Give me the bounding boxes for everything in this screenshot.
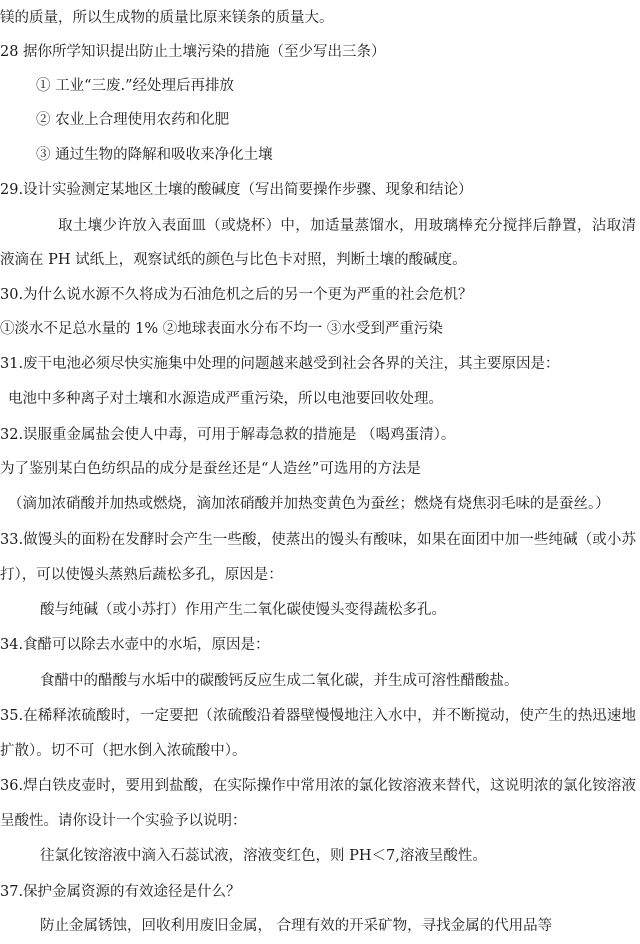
question-36-line-1: 36.焊白铁皮壶时，要用到盐酸，在实际操作中常用浓的氯化铵溶液来替代，这说明浓的氯化铵溶液 — [0, 778, 636, 794]
question-34: 34.食醋可以除去水壶中的水垢，原因是： — [0, 637, 270, 653]
text-line: 镁的质量，所以生成物的质量比原来镁条的质量大。 — [0, 10, 334, 26]
question-32-sub: 为了鉴别某白色纺织品的成分是蚕丝还是“人造丝”可选用的方法是 — [0, 461, 421, 477]
answer-34: 食醋中的醋酸与水垢中的碳酸钙反应生成二氧化碳，并生成可溶性醋酸盐。 — [40, 673, 519, 689]
answer-33: 酸与纯碱（或小苏打）作用产生二氧化碳使馒头变得蔬松多孔。 — [40, 602, 446, 618]
answer-28-item-2: ② 农业上合理使用农药和化肥 — [36, 112, 230, 128]
answer-30: ①淡水不足总水量的 1% ②地球表面水分布不均一 ③水受到严重污染 — [0, 321, 443, 337]
question-37: 37.保护金属资源的有效途径是什么？ — [0, 884, 241, 900]
answer-32-sub: （滴加浓硝酸并加热或燃烧，滴加浓硝酸并加热变黄色为蚕丝；燃烧有烧焦羽毛味的是蚕丝。） — [8, 496, 610, 512]
answer-37: 防止金属锈蚀，回收利用废旧金属， 合理有效的开采矿物，寻找金属的代用品等 — [40, 918, 553, 934]
question-30: 30.为什么说水源不久将成为石油危机之后的另一个更为严重的社会危机？ — [0, 287, 473, 303]
question-35-line-2: 扩散）。切不可（把水倒入浓硫酸中）。 — [0, 743, 247, 759]
question-33-line-1: 33.做馒头的面粉在发酵时会产生一些酸，使蒸出的馒头有酸味，如果在面团中加一些纯碱（或小苏 — [0, 532, 636, 548]
question-33-line-2: 打），可以使馒头蒸熟后蔬松多孔，原因是： — [0, 567, 283, 583]
question-28: 28 据你所学知识提出防止土壤污染的措施（至少写出三条） — [0, 44, 386, 60]
question-32: 32.误服重金属盐会使人中毒，可用于解毒急救的措施是 （喝鸡蛋清）。 — [0, 427, 456, 443]
answer-29-line-1: 取土壤少许放入表面皿（或烧杯）中，加适量蒸馏水，用玻璃棒充分搅拌后静置，沾取清 — [58, 218, 636, 234]
answer-31: 电池中多种离子对土壤和水源造成严重污染，所以电池要回收处理。 — [8, 391, 443, 407]
answer-36: 往氯化铵溶液中滴入石蕊试液，溶液变红色，则 PH＜7,溶液呈酸性。 — [40, 848, 487, 864]
question-36-line-2: 呈酸性。请你设计一个实验予以说明： — [0, 813, 247, 829]
question-35-line-1: 35.在稀释浓硫酸时，一定要把（浓硫酸沿着器壁慢慢地注入水中，并不断搅动，使产生的热迅速地 — [0, 708, 636, 724]
answer-28-item-1: ① 工业“三废.”经处理后再排放 — [36, 78, 235, 94]
answer-29-line-2: 液滴在 PH 试纸上，观察试纸的颜色与比色卡对照，判断土壤的酸碱度。 — [0, 252, 467, 268]
answer-28-item-3: ③ 通过生物的降解和吸收来净化土壤 — [36, 147, 273, 163]
question-29: 29.设计实验测定某地区土壤的酸碱度（写出简要操作步骤、现象和结论） — [0, 182, 473, 198]
question-31: 31.废干电池必须尽快实施集中处理的问题越来越受到社会各界的关注，其主要原因是： — [0, 356, 560, 372]
